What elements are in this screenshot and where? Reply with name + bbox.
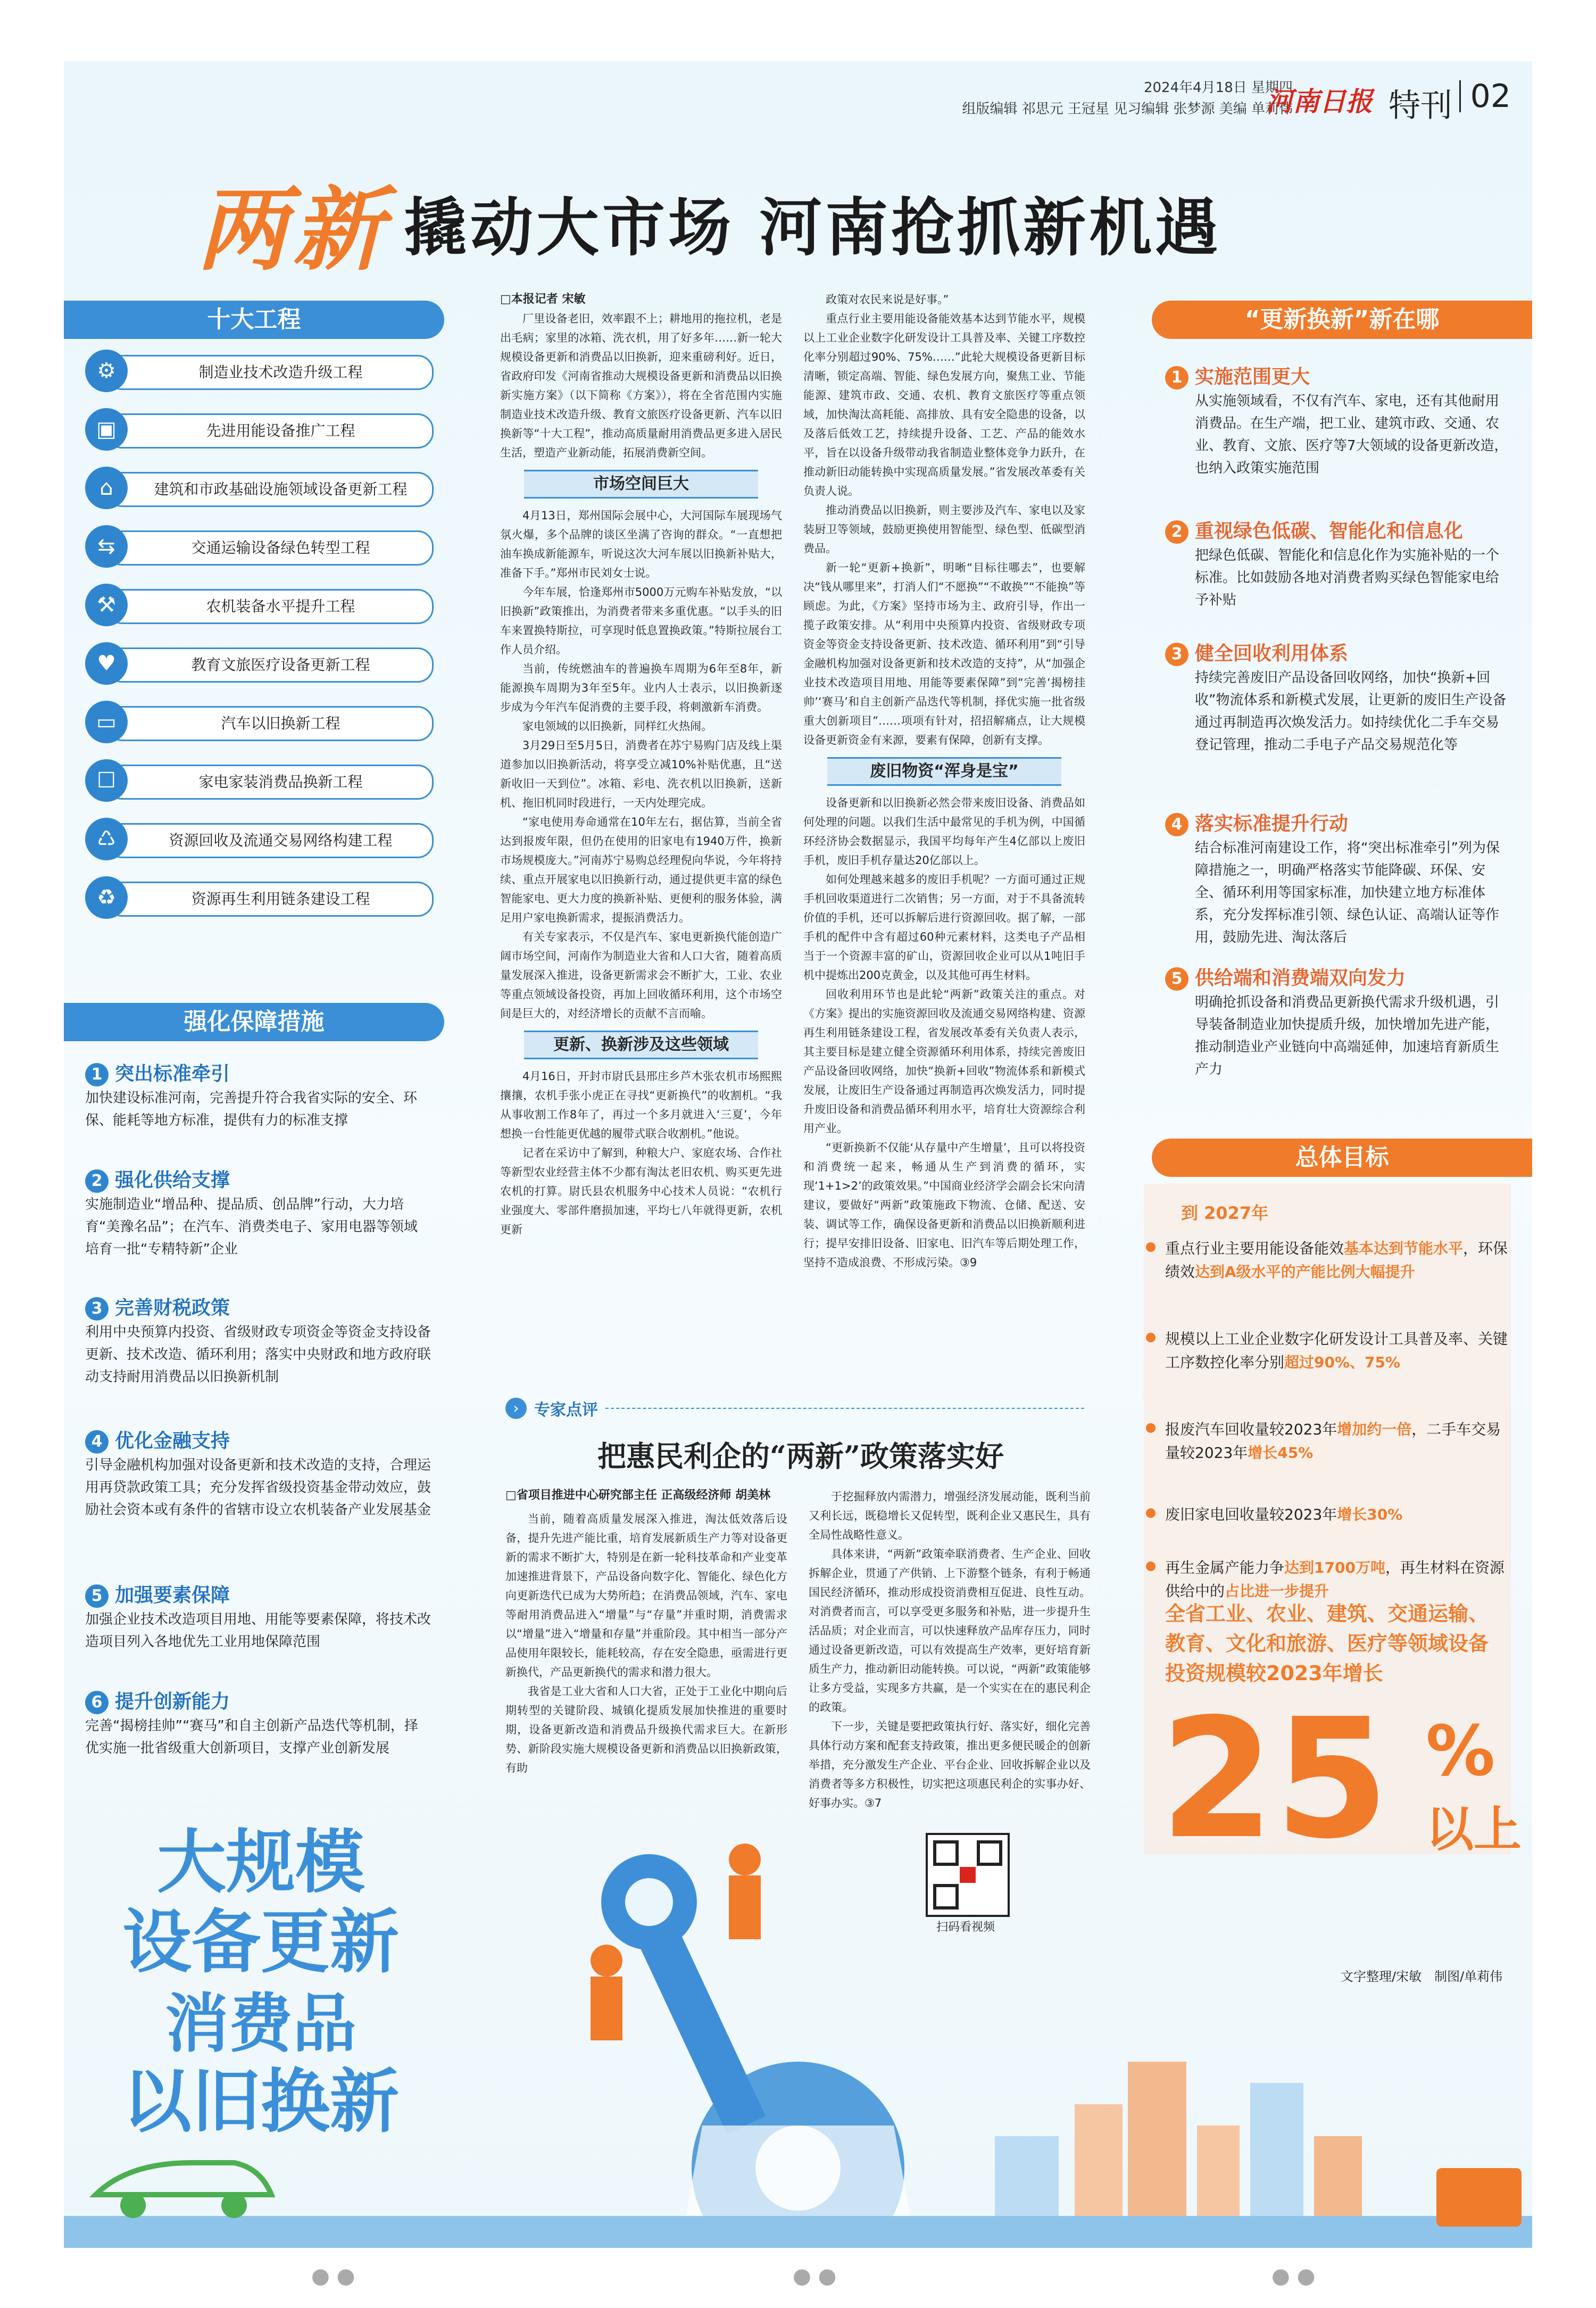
goal-text-hl: 增加约一倍 bbox=[1337, 1421, 1412, 1438]
project-item bbox=[85, 817, 434, 861]
measure-text: 完善“揭榜挂帅”“赛马”和自主创新产品迭代等机制，择优实施一批省级重大创新项目，支撑产业创新发展 bbox=[85, 1718, 418, 1756]
measure-text: 加快建设标准河南，完善提升符合我省实际的安全、环保、能耗等地方标准，提供有力的标准支撑 bbox=[85, 1090, 418, 1128]
expert-label bbox=[505, 1397, 1084, 1420]
slogan-line2: 设备更新 bbox=[122, 1902, 399, 1982]
project-label: 资源回收及流通交易网络构建工程 bbox=[106, 823, 434, 858]
paragraph: 设备更新和以旧换新必然会带来废旧设备、消费品如何处理的问题。以我们生活中最常见的手机为例，中国循环经济协会数据显示，我国平均每年产生4亿部以上废旧手机，废旧手机存量达20亿部以上。 bbox=[803, 796, 1085, 867]
where-heading bbox=[1165, 966, 1511, 991]
expert-title: 把惠民利企的“两新”政策落实好 bbox=[597, 1439, 1004, 1473]
measure-heading-text: 强化供给支撑 bbox=[115, 1169, 230, 1191]
project-label: 家电家装消费品换新工程 bbox=[106, 765, 434, 800]
paragraph: 厂里设备老旧，效率跟不上；耕地用的拖拉机，老是出毛病；家里的冰箱、洗衣机，用了好多年……新一轮大规模设备更新和消费品以旧换新，迎来重磅利好。近日，省政府印发《河南省推动大规模设备更新和消费品以旧换新实施方案》（以下简称《方案》），将在全省范围内实施制造业技术改造升级、教育文旅医疗设备更新、汽车以旧换新等“十大工程”，推动高质量耐用消费品更多进入居民生活，塑造产业新动能，拓展消费新空间。 bbox=[500, 312, 782, 459]
measure-number: 2 bbox=[85, 1169, 109, 1193]
project-icon: ♺ bbox=[85, 818, 128, 860]
project-label: 建筑和市政基础设施领域设备更新工程 bbox=[106, 472, 434, 507]
goal-final: 全省工业、农业、建筑、交通运输、教育、文化和旅游、医疗等领域设备投资规模较2023年增长 bbox=[1165, 1602, 1489, 1685]
paragraph: 有关专家表示，不仅是汽车、家电更新换代能创造广阔市场空间，河南作为制造业大省和人口大省，随着高质量发展深入推进，设备更新需求会不断扩大，工业、农业等重点领域设备投资，再加上回收循环利用，这个市场空间是巨大的，对经济增长的贡献不言而喻。 bbox=[500, 931, 782, 1020]
goal-text-hl: 基本达到节能水平 bbox=[1344, 1240, 1464, 1257]
paragraph: 我省是工业大省和人口大省，正处于工业化中期向后期转型的关键阶段、城镇化提质发展加快推进的重要时期，设备更新改造和消费品升级换代需求巨大。在新形势、新阶段实施大规模设备更新和消费品以旧换新政策，有助 bbox=[505, 1685, 787, 1774]
project-label: 农机装备水平提升工程 bbox=[106, 589, 434, 624]
paragraph: 3月29日至5月5日，消费者在苏宁易购门店及线上渠道参加以旧换新活动，将享受立减10%补贴优惠，且“送新收旧一天到位”。冰箱、彩电、洗衣机以旧换新，送新机、拖旧机同时段进行，一天内处理完成。 bbox=[500, 739, 782, 809]
where-heading bbox=[1165, 641, 1511, 667]
where-item bbox=[1165, 641, 1511, 756]
project-item bbox=[85, 641, 434, 686]
goal-item bbox=[1165, 1556, 1511, 1603]
measure-heading bbox=[85, 1583, 431, 1608]
page-dots-right: ● ● bbox=[1271, 2264, 1316, 2288]
paragraph: 推动消费品以旧换新，则主要涉及汽车、家电以及家装厨卫等领域，鼓励更换使用智能型、绿色型、低碳型消费品。 bbox=[803, 504, 1085, 555]
goal-text-mid: ，再生材料在资源供给中的 bbox=[1165, 1559, 1504, 1600]
goal-suffix: 以上 bbox=[1426, 1801, 1522, 1857]
paragraph: “更新换新不仅能‘从存量中产生增量’，且可以将投资和消费统一起来，畅通从生产到消费的循环，实现‘1+1>2’的政策效果。”中国商业经济学会副会长宋向清建议，要做好“两新”政策施政下物流、仓储、配送、安装、调试等工作，确保设备更新和消费品以旧换新顺利进行；提早安排旧设备、旧家电、旧汽车等后期处理工作，坚持不造成浪费、不形成污染。③9 bbox=[803, 1141, 1085, 1269]
project-label: 制造业技术改造升级工程 bbox=[106, 355, 434, 390]
goal-text-hl2: 占比进一步提升 bbox=[1225, 1582, 1329, 1600]
paragraph: 具体来讲，“两新”政策牵联消费者、生产企业、回收拆解企业，贯通了产供销、上下游整个链条，有利于畅通国民经济循环，推动形成投资消费相互促进、良性互动。对消费者而言，可以享受更多服务和补贴，进一步提升生活品质；对企业而言，可以快速释放产品库存压力，同时通过设备更新改造，可以有效提高生产效率，更好培育新质生产力，推动新旧动能转换。可以说，“两新”政策能够让多方受益，实现多方共赢，是一个实实在在的惠民利企的政策。 bbox=[809, 1548, 1091, 1714]
where-text: 结合标准河南建设工作，将“突出标准牵引”列为保障措施之一，明确严格落实节能降碳、环保、安全、循环利用等国家标准，加快建立地方标准体系，充分发挥标准引领、绿色认证、高端认证等作用，鼓励先进、淘汰落后 bbox=[1195, 840, 1500, 945]
goal-text-hl: 达到1700万吨 bbox=[1284, 1559, 1385, 1576]
where-heading-text: 落实标准提升行动 bbox=[1195, 813, 1349, 835]
goal-item bbox=[1165, 1327, 1511, 1374]
measure-heading-text: 突出标准牵引 bbox=[115, 1063, 230, 1085]
project-label: 汽车以旧换新工程 bbox=[106, 706, 434, 741]
subheading-waste: 废旧物资“浑身是宝” bbox=[827, 757, 1061, 786]
article-col1 bbox=[500, 290, 782, 1397]
goal-item bbox=[1165, 1237, 1511, 1284]
project-item bbox=[85, 700, 434, 744]
expert-col2 bbox=[809, 1487, 1091, 1822]
newspaper-page bbox=[64, 61, 1532, 2248]
paragraph: 家电领域的以旧换新，同样红火热闹。 bbox=[522, 720, 712, 733]
header-info bbox=[962, 77, 1293, 120]
paragraph: 今年车展，恰逢郑州市5000万元购车补贴发放，“以旧换新”政策推出，为消费者带来多重优惠。“以手头的旧车来置换特斯拉，可享现时低息置换政策。”特斯拉展台工作人员介绍。 bbox=[500, 586, 782, 656]
headline-main: 撬动大市场 河南抢抓新机遇 bbox=[404, 190, 1221, 264]
project-icon: ♥ bbox=[85, 642, 128, 685]
measure-item bbox=[85, 1296, 431, 1388]
where-item bbox=[1165, 811, 1511, 949]
where-heading-text: 实施范围更大 bbox=[1195, 366, 1310, 388]
measure-heading-text: 加强要素保障 bbox=[115, 1584, 230, 1606]
section-name: 特刊 bbox=[1389, 87, 1452, 124]
page-dots-left: ● ● bbox=[311, 2264, 355, 2288]
project-item bbox=[85, 407, 434, 452]
paragraph: 4月16日，开封市尉氏县邢庄乡芦木张农机市场熙熙攘攘，农机手张小虎正在寻找“更新换代”的收割机。“我从事收割工作8年了，再过一个多月就进入‘三夏’，今年想换一台性能更优越的履带式联合收割机。”他说。 bbox=[500, 1070, 782, 1140]
paragraph: 4月13日，郑州国际会展中心，大河国际车展现场气氛火爆，多个品牌的谈区坐满了咨询的群众。“一直想把油车换成新能源车，听说这次大河车展以旧换新补贴大，准备下手。”郑州市民刘女士说。 bbox=[500, 509, 782, 579]
header-editors: 组版编辑 祁思元 王冠星 见习编辑 张梦源 美编 单莉伟 bbox=[962, 101, 1293, 117]
measure-text: 实施制造业“增品种、提品质、创品牌”行动，大力培育“美豫名品”；在汽车、消费类电子、家用电器等领域培育一批“专精特新”企业 bbox=[85, 1197, 418, 1257]
article-col2 bbox=[803, 290, 1085, 1397]
measure-number: 6 bbox=[85, 1691, 109, 1714]
goal-text-pre: 报废汽车回收量较2023年 bbox=[1165, 1421, 1337, 1438]
qr-label: 扫码看视频 bbox=[936, 1921, 995, 1934]
paragraph: 记者在采访中了解到，种粮大户、家庭农场、合作社等新型农业经营主体不少都有淘汰老旧农机、购买更先进农机的打算。尉氏县农机服务中心技术人员说：“农机行业强度大、零部件磨损加速，平均七八年就得更新，农机更新 bbox=[500, 1147, 782, 1236]
expert-author: □省项目推进中心研究部主任 正高级经济师 胡美林 bbox=[505, 1489, 771, 1502]
project-label: 资源再生利用链条建设工程 bbox=[106, 882, 434, 917]
paragraph: 于挖掘释放内需潜力，增强经济发展动能，既利当前又利长远，既稳增长又促转型，既利企业又惠民生，具有全局性战略性意义。 bbox=[809, 1490, 1091, 1541]
where-number: 2 bbox=[1165, 520, 1188, 544]
bullet-dot-icon bbox=[1146, 1333, 1156, 1342]
goal-text-hl2: 增长45% bbox=[1248, 1444, 1314, 1462]
project-icon: ☐ bbox=[85, 759, 128, 802]
project-item bbox=[85, 758, 434, 803]
goal-item bbox=[1165, 1418, 1511, 1465]
project-label: 教育文旅医疗设备更新工程 bbox=[106, 647, 434, 683]
chevron-right-icon: › bbox=[505, 1398, 527, 1419]
measure-heading bbox=[85, 1689, 431, 1715]
goal-title: 总体目标 bbox=[1152, 1139, 1532, 1177]
bullet-dot-icon bbox=[1146, 1423, 1156, 1433]
measure-item bbox=[85, 1583, 431, 1653]
measure-number: 1 bbox=[85, 1063, 109, 1086]
measure-item bbox=[85, 1689, 431, 1759]
goal-text-pre: 废旧家电回收量较2023年 bbox=[1165, 1506, 1337, 1523]
slogan-line4: 以旧换新 bbox=[122, 2061, 399, 2142]
goal-text-hl2: 达到A级水平的产能比例大幅提升 bbox=[1195, 1263, 1415, 1281]
paragraph: 当前，随着高质量发展深入推进，淘汰低效落后设备，提升先进产能比重，培育发展新质生产力等对设备更新的需求不断扩大，特别是在新一轮科技革命和产业变革加速推进背景下，产品设备向数字化、智能化、绿色化方向更新迭代已成为大势所趋；在消费品领域，汽车、家电等耐用消费品进入“增量”与“存量”并重时期，消费需求以“增量”进入“增量和存量”并重阶段。其中相当一部分产品使用年限较长，能耗较高，存在安全隐患，亟需进行更新换代，产品更新换代的需求和潜力很大。 bbox=[505, 1513, 787, 1679]
measure-heading-text: 完善财税政策 bbox=[115, 1297, 230, 1319]
paragraph: “家电使用寿命通常在10年左右，据估算，当前全省达到报废年限，但仍在使用的旧家电有1940万件，换新市场规模庞大。”河南苏宁易购总经理倪向华说，今年将持续、重点开展家电以旧换新行动，通过提供更丰富的绿色智能家电、更大力度的换新补贴、更便利的服务体验，满足用户家电换新需求，提振消费活力。 bbox=[500, 816, 782, 924]
headline bbox=[197, 157, 1221, 287]
subheading-market: 市场空间巨大 bbox=[524, 470, 758, 499]
project-label: 交通运输设备绿色转型工程 bbox=[106, 530, 434, 566]
measure-heading bbox=[85, 1296, 431, 1321]
where-number: 4 bbox=[1165, 813, 1188, 836]
measure-heading bbox=[85, 1168, 431, 1193]
where-heading-text: 健全回收利用体系 bbox=[1195, 643, 1349, 665]
bullet-dot-icon bbox=[1146, 1242, 1156, 1252]
measure-heading-text: 优化金融支持 bbox=[115, 1430, 230, 1452]
measure-text: 加强企业技术改造项目用地、用能等要素保障，将技术改造项目列入各地优先工业用地保障范围 bbox=[85, 1612, 431, 1650]
project-icon: ⚒ bbox=[85, 584, 128, 626]
project-icon: ⇆ bbox=[85, 525, 128, 568]
project-icon: ⌂ bbox=[85, 467, 128, 509]
measure-heading bbox=[85, 1429, 431, 1454]
bullet-dot-icon bbox=[1146, 1562, 1156, 1571]
project-icon: ▣ bbox=[85, 408, 128, 451]
project-icon: ♻ bbox=[85, 876, 128, 919]
subheading-fields: 更新、换新涉及这些领域 bbox=[524, 1031, 758, 1059]
goal-percent: % bbox=[1426, 1711, 1495, 1791]
paragraph: 新一轮“更新+换新”，明晰“目标往哪去”，也要解决“钱从哪里来”，打消人们“不愿换”“不敢换”“不能换”等顾虑。为此，《方案》坚持市场为主、政府引导，作出一揽子政策安排。从“利用中央预算内投资、省级财政专项资金等资金支持设备更新、技术改造、循环利用”到“引导金融机构加强对设备更新和技术改造的支持”，从“加强企业技术改造项目用地、用能等要素保障”到“完善‘揭榜挂帅’‘赛马’和自主创新产品迭代等机制，择优实施一批省级重大创新项目”……项项有针对，招招解痛点，让大规模设备更新资金有来源，要素有保障，创新有支撑。 bbox=[803, 561, 1085, 746]
where-text: 从实施领域看，不仅有汽车、家电，还有其他耐用消费品。在生产端，把工业、建筑市政、交通、农业、教育、文旅、医疗等7大领域的设备更新改造，也纳入政策实施范围 bbox=[1195, 393, 1508, 476]
where-text: 把绿色低碳、智能化和信息化作为实施补贴的一个标准。比如鼓励各地对消费者购买绿色智能家电给予补贴 bbox=[1195, 547, 1500, 608]
project-item bbox=[85, 875, 434, 920]
paragraph: 下一步，关键是要把政策执行好、落实好，细化完善具体行动方案和配套支持政策，推出更多便民暖企的创新举措，充分激发生产企业、平台企业、回收拆解企业以及消费者等多方积极性，切实把这项惠民利企的实事办好、好事办实。③7 bbox=[809, 1720, 1091, 1809]
goal-text-mid: ，环保绩效 bbox=[1165, 1240, 1508, 1281]
where-number: 5 bbox=[1165, 967, 1188, 991]
goal-big-number: 25 bbox=[1160, 1683, 1390, 1875]
measures-title: 强化保障措施 bbox=[64, 1003, 444, 1041]
where-text: 持续完善废旧产品设备回收网络，加快“换新+回收”物流体系和新模式发展，让更新的废旧生产设备通过再制造再次焕发活力。如持续优化二手车交易登记管理，推动二手电子产品交易规范化等 bbox=[1195, 670, 1507, 753]
measure-number: 5 bbox=[85, 1584, 109, 1608]
paragraph: 当前，传统燃油车的普遍换车周期为6年至8年，新能源换车周期为3年至5年。业内人士表示，以旧换新逐步成为今年汽车促消费的主要手段，将刺激新车消费。 bbox=[500, 662, 782, 713]
where-text: 明确抢抓设备和消费品更新换代需求升级机遇，引导装备制造业加快提质升级，加快增加先进产能，推动制造业产业链向中高端延伸，加速培育新质生产力 bbox=[1195, 994, 1500, 1077]
where-heading bbox=[1165, 519, 1511, 544]
goal-item bbox=[1165, 1503, 1511, 1526]
goal-year: 到 2027年 bbox=[1181, 1203, 1269, 1223]
measure-text: 利用中央预算内投资、省级财政专项资金等资金支持设备更新、技术改造、循环利用；落实中央财政和地方政府联动支持耐用消费品以旧换新机制 bbox=[85, 1324, 431, 1385]
paragraph: 如何处理越来越多的废旧手机呢？一方面可通过正规手机回收渠道进行二次销售；另一方面，对于不具备流转价值的手机，还可以拆解后进行资源回收。据了解，一部手机的配件中含有超过60种元素材料，这类电子产品相当于一个资源丰富的矿山，资源回收企业可以从1吨旧手机中提炼出200克黄金，以及其他可再生材料。 bbox=[803, 873, 1085, 982]
measure-heading-text: 提升创新能力 bbox=[115, 1691, 230, 1713]
goal-text-pre: 再生金属产能力争 bbox=[1165, 1559, 1285, 1576]
measure-item bbox=[85, 1168, 431, 1260]
paragraph: 回收利用环节也是此轮“两新”政策关注的重点。对《方案》提出的实施资源回收及流通交易网络构建、资源再生利用链条建设工程，省发展改革委有关负责人表示，其主要目标是建立健全资源循环利用体系，持续完善废旧产品设备回收网络，加快“换新+回收”物流体系和新模式发展，让废旧生产设备通过再制造再次焕发活力，同时提升废旧设备和消费品循环利用水平，培育壮大资源综合利用产业。 bbox=[803, 988, 1085, 1135]
measure-heading bbox=[85, 1061, 431, 1087]
goal-text-hl: 增长30% bbox=[1337, 1506, 1403, 1523]
projects-title: 十大工程 bbox=[64, 301, 444, 339]
page-number: 02 bbox=[1459, 80, 1511, 112]
paragraph: 政策对农民来说是好事。” bbox=[826, 293, 949, 306]
where-heading bbox=[1165, 811, 1511, 837]
header-date: 2024年4月18日 星期四 bbox=[1143, 80, 1293, 96]
measure-number: 4 bbox=[85, 1430, 109, 1454]
goal-text-pre: 规模以上工业企业数字化研发设计工具普及率、关键工序数控化率分别 bbox=[1165, 1330, 1508, 1371]
where-title: “更新换新”新在哪 bbox=[1152, 301, 1532, 339]
city-illustration bbox=[64, 2030, 1532, 2248]
project-icon: ▭ bbox=[85, 701, 128, 743]
project-item bbox=[85, 466, 434, 510]
project-item bbox=[85, 583, 434, 627]
project-icon: ⚙ bbox=[85, 350, 128, 392]
measure-text: 引导金融机构加强对设备更新和技术改造的支持，合理运用再贷款政策工具；充分发挥省级投资基金带动效应，鼓励社会资本或有条件的省辖市设立农机装备产业发展基金 bbox=[85, 1457, 431, 1518]
where-item bbox=[1165, 966, 1511, 1081]
where-number: 3 bbox=[1165, 643, 1188, 666]
measure-number: 3 bbox=[85, 1297, 109, 1321]
credit: 文字整理/宋敏 制图/单莉伟 bbox=[1341, 1969, 1503, 1984]
where-heading-text: 供给端和消费端双向发力 bbox=[1195, 967, 1406, 989]
where-item bbox=[1165, 519, 1511, 611]
slogan-line3: 消费品 bbox=[165, 1987, 356, 2061]
paragraph: 重点行业主要用能设备能效基本达到节能水平，规模以上工业企业数字化研发设计工具普及率、关键工序数控化率分别超过90%、75%……”此轮大规模设备更新目标清晰，锁定高端、智能、绿色发展方向，聚焦工业、节能能源、建筑市政、交通、农机、教育文旅医疗等重点领域，加快淘汰高耗能、高排放、具有安全隐患的设备，以及落后低效工艺，持续提升设备、工艺、产品的能效水平，旨在以设备升级带动我省制造业整体竞争力跃升，在推动新旧动能转换中实现高质量发展。”省发展改革委有关负责人说。 bbox=[803, 312, 1085, 497]
slogan-line1: 大规模 bbox=[156, 1822, 364, 1903]
goal-text-hl: 超过90%、75% bbox=[1284, 1354, 1401, 1371]
newspaper-logo: 河南日报 bbox=[1266, 86, 1373, 117]
bullet-dot-icon bbox=[1146, 1508, 1156, 1518]
where-heading bbox=[1165, 364, 1511, 390]
headline-lead: 两新 bbox=[197, 177, 389, 283]
project-item bbox=[85, 348, 434, 393]
where-item bbox=[1165, 364, 1511, 479]
goal-text-mid: ，二手车交易量较2023年 bbox=[1165, 1421, 1501, 1462]
page-dots-center: ● ● bbox=[793, 2264, 837, 2288]
where-number: 1 bbox=[1165, 366, 1188, 389]
project-label: 先进用能设备推广工程 bbox=[106, 413, 434, 449]
measure-item bbox=[85, 1061, 431, 1132]
where-heading-text: 重视绿色低碳、智能化和信息化 bbox=[1195, 520, 1464, 542]
measure-item bbox=[85, 1429, 431, 1521]
byline: □本报记者 宋敏 bbox=[500, 293, 586, 306]
expert-label-text: 专家点评 bbox=[534, 1401, 598, 1419]
project-item bbox=[85, 524, 434, 569]
goal-text-pre: 重点行业主要用能设备能效 bbox=[1165, 1240, 1344, 1257]
